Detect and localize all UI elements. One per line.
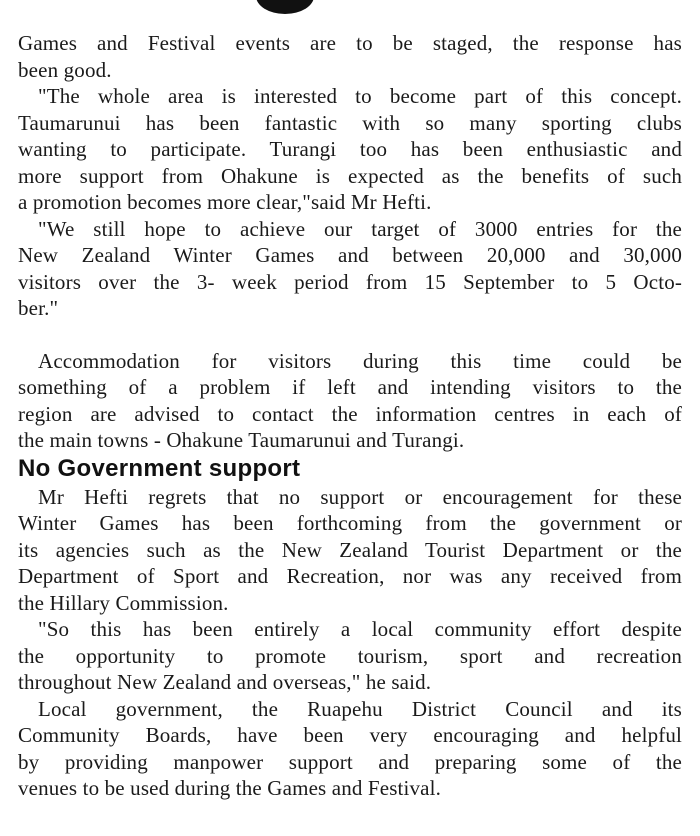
text-line: Community Boards, have been very encouraging and helpful [18,723,682,747]
text-line: its agencies such as the New Zealand Tourist Department or the [18,537,682,562]
text-line: Local government, the Ruapehu District Council and its [38,696,682,721]
article-column [18,30,682,802]
text-line: "We still hope to achieve our target of 3000 entries for the [38,216,682,241]
black-blot-decoration [256,0,314,14]
text-line: a promotion becomes more clear,"said Mr Hefti. [18,190,432,214]
text-line: Games and Festival events are to be staged, the response has [18,31,682,55]
text-line: venues to be used during the Games and Festival. [18,776,442,800]
paragraph-1 [18,30,682,83]
paragraph-5 [18,484,682,617]
paragraph-7 [18,696,682,802]
paragraph-gap [18,322,682,348]
text-line: the opportunity to promote tourism, sport and recreation [18,643,682,668]
text-line: New Zealand Winter Games and between 20,000 and 30,000 [18,243,682,267]
text-line: "So this has been entirely a local community effort despite [38,617,682,641]
paragraph-2 [18,83,682,216]
text-line: more support from Ohakune is expected as the benefits of such [18,163,682,188]
text-line: Department of Sport and Recreation, nor was any received from [18,564,682,588]
text-line: throughout New Zealand and overseas," he said. [18,670,432,694]
text-line: been good. [18,57,112,82]
text-line: Winter Games has been forthcoming from the government or [18,511,682,535]
paragraph-6 [18,616,682,696]
text-line: wanting to participate. Turangi too has been enthusiastic and [18,137,682,161]
text-line: ber." [18,296,59,320]
text-line: Mr Hefti regrets that no support or encouragement for these [38,484,682,509]
text-line: region are advised to contact the information centres in each of [18,401,682,426]
section-heading: No Government support [18,454,301,482]
text-line: "The whole area is interested to become part of this concept. [38,84,682,108]
text-line: something of a problem if left and intending visitors to the [18,375,682,399]
text-line: by providing manpower support and preparing some of the [18,749,682,774]
text-line: the Hillary Commission. [18,590,229,615]
text-line: visitors over the 3- week period from 15 September to 5 Octo- [18,269,682,294]
paragraph-4 [18,348,682,454]
text-line: Taumarunui has been fantastic with so many sporting clubs [18,110,682,135]
text-line: Accommodation for visitors during this time could be [38,348,682,373]
paragraph-3 [18,216,682,322]
text-line: the main towns - Ohakune Taumarunui and Turangi. [18,428,465,452]
